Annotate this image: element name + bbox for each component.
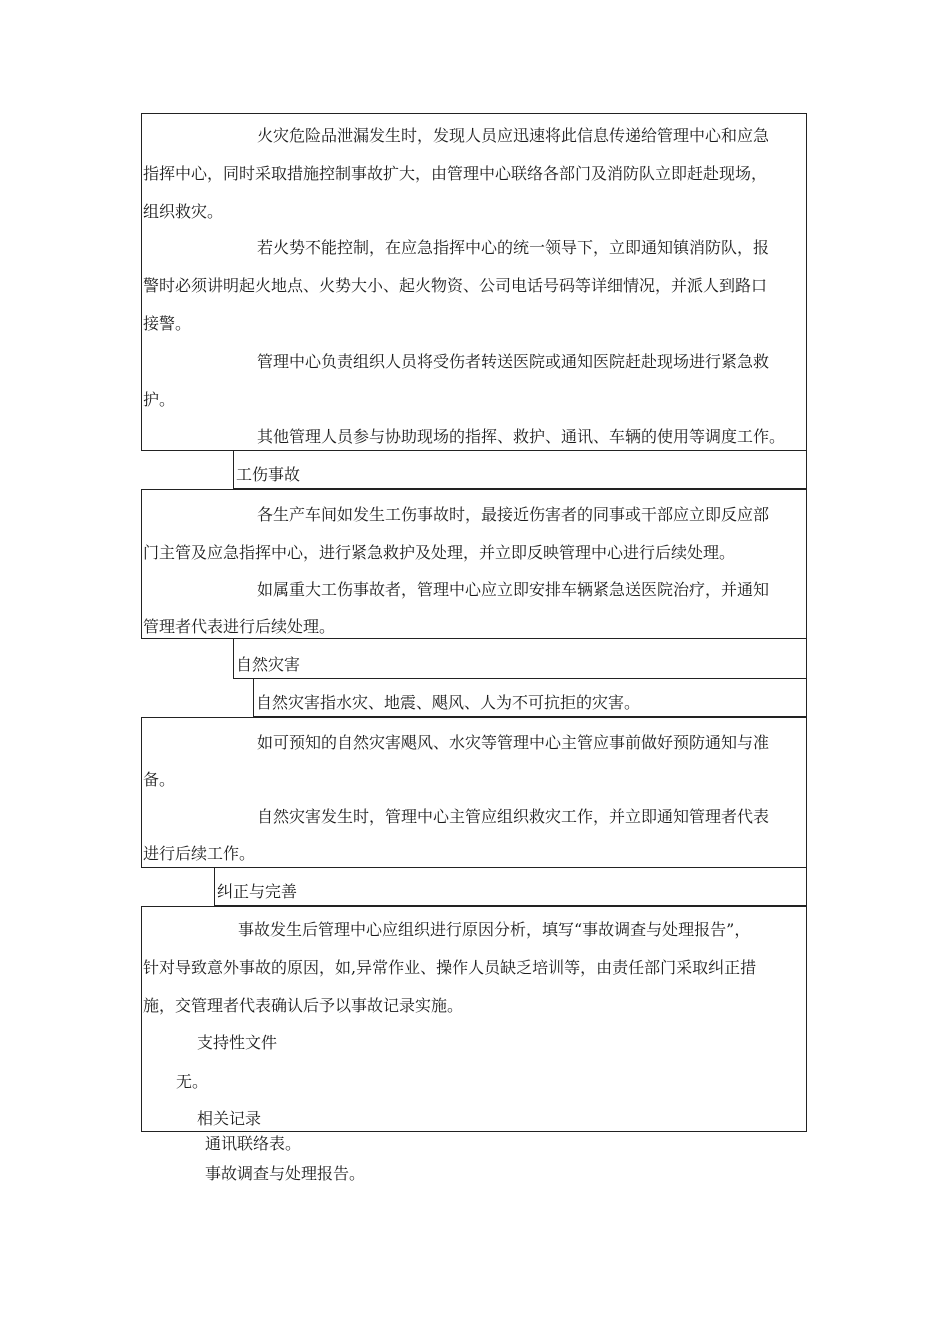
injury-para-1-line-1: 各生产车间如发生工伤事故时，最接近伤害者的同事或干部应立即反应部 [257, 505, 770, 524]
disaster-definition: 自然灾害指水灾、地震、飓风、人为不可抗拒的灾害。 [256, 693, 641, 712]
correction-para-line-3: 施，交管理者代表确认后予以事故记录实施。 [143, 996, 464, 1015]
injury-para-2-line-1: 如属重大工伤事故者，管理中心应立即安排车辆紧急送医院治疗，并通知 [257, 580, 770, 599]
fire-para-2-line-3: 接警。 [143, 314, 192, 333]
record-item-2: 事故调查与处理报告。 [205, 1164, 366, 1183]
disaster-para-1-line-1: 如可预知的自然灾害飓风、水灾等管理中心主管应事前做好预防通知与准 [257, 733, 770, 752]
correction-heading: 纠正与完善 [217, 882, 298, 901]
records-heading: 相关记录 [197, 1109, 262, 1128]
fire-para-2-line-2: 警时必须讲明起火地点、火势大小、起火物资、公司电话号码等详细情况，并派人到路口 [143, 276, 768, 295]
fire-para-3-line-1: 管理中心负责组织人员将受伤者转送医院或通知医院赶赴现场进行紧急救 [257, 352, 770, 371]
injury-heading-box [233, 451, 807, 489]
correction-para-line-1: 事故发生后管理中心应组织进行原因分析，填写“事故调查与处理报告”， [238, 920, 751, 939]
fire-para-1-line-1: 火灾危险品泄漏发生时，发现人员应迅速将此信息传递给管理中心和应急 [257, 126, 770, 145]
support-heading: 支持性文件 [197, 1033, 278, 1052]
fire-para-3-line-2: 护。 [143, 390, 176, 409]
disaster-para-2-line-2: 进行后续工作。 [143, 844, 256, 863]
fire-para-4: 其他管理人员参与协助现场的指挥、救护、通讯、车辆的使用等调度工作。 [257, 427, 786, 446]
correction-heading-box [214, 868, 807, 906]
disaster-para-1-line-2: 备。 [143, 770, 176, 789]
fire-para-1-line-3: 组织救灾。 [143, 202, 224, 221]
injury-heading: 工伤事故 [236, 465, 301, 484]
fire-para-2-line-1: 若火势不能控制，在应急指挥中心的统一领导下，立即通知镇消防队，报 [257, 238, 770, 257]
disaster-para-2-line-1: 自然灾害发生时，管理中心主管应组织救灾工作，并立即通知管理者代表 [257, 807, 770, 826]
injury-para-1-line-2: 门主管及应急指挥中心，进行紧急救护及处理，并立即反映管理中心进行后续处理。 [143, 543, 736, 562]
fire-para-1-line-2: 指挥中心，同时采取措施控制事故扩大，由管理中心联络各部门及消防队立即赶赴现场， [143, 164, 768, 183]
record-item-1: 通讯联络表。 [205, 1134, 302, 1153]
disaster-heading-box [233, 639, 807, 679]
disaster-heading: 自然灾害 [236, 655, 301, 674]
correction-para-line-2: 针对导致意外事故的原因，如,异常作业、操作人员缺乏培训等，由责任部门采取纠正措 [143, 958, 757, 977]
injury-para-2-line-2: 管理者代表进行后续处理。 [143, 617, 336, 636]
support-text: 无。 [176, 1072, 209, 1091]
